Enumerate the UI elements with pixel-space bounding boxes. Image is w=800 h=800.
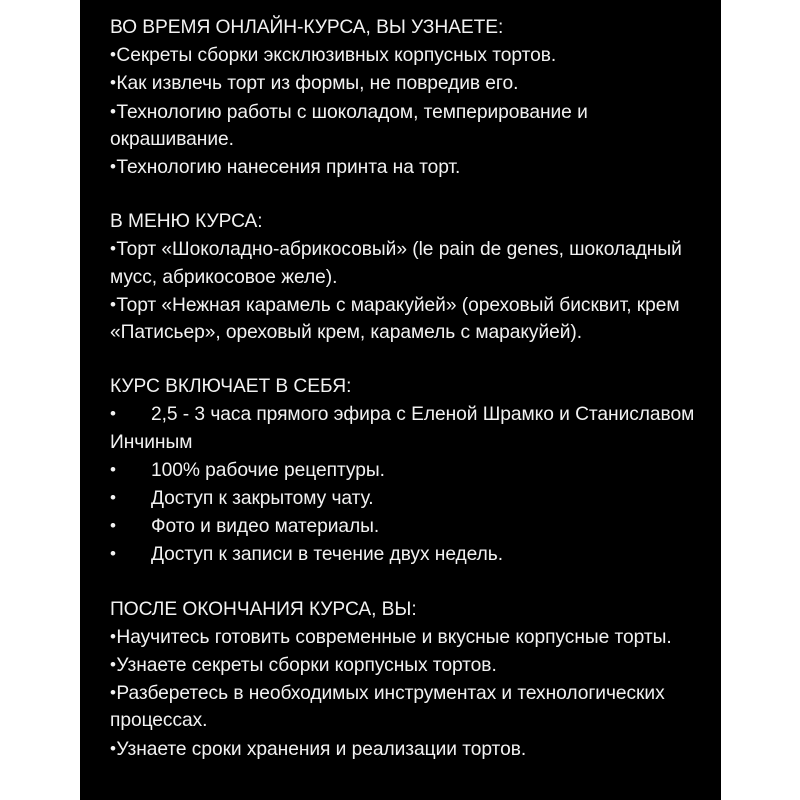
list-item: • Технологию работы с шоколадом, темперирование и окрашивание. [110,98,710,153]
list-item: • Секреты сборки эксклюзивных корпусных тортов. [110,41,710,69]
section-heading: ПОСЛЕ ОКОНЧАНИЯ КУРСА, ВЫ: [110,598,417,620]
list-item [110,540,710,568]
list-item-label: Фото и видео материалы. [151,516,380,538]
section-after-course [110,596,710,763]
list-item [110,400,710,455]
course-description-panel [80,0,721,800]
course-description-text [110,14,710,763]
list-item-label: 100% рабочие рецептуры. [151,459,385,481]
bullet-icon: • [110,516,116,536]
bullet-icon: • [110,404,116,424]
list-item [110,512,710,540]
list-item: • Торт «Шоколадно-абрикосовый» (le pain de genes, шоколадный мусс, абрикосовое желе). [110,235,710,290]
section-course-menu [110,208,710,346]
list-item: • Торт «Нежная карамель с маракуйей» (ореховый бисквит, крем «Патисьер», ореховый крем, карамель с маракуйей). [110,291,710,346]
list-item [110,456,710,484]
list-item-label: Доступ к записи в течение двух недель. [151,544,504,566]
list-item-label: 2,5 - 3 часа прямого эфира с Еленой Шрамко и Станиславом Инчиным [110,404,700,453]
section-heading: КУРС ВКЛЮЧАЕТ В СЕБЯ: [110,376,352,398]
section-during-course [110,14,710,181]
list-item [110,484,710,512]
list-item: • Узнаете секреты сборки корпусных тортов. [110,651,710,679]
list-item: • Узнаете сроки хранения и реализации тортов. [110,735,710,763]
list-item: • Научитесь готовить современные и вкусные корпусные торты. [110,623,710,651]
bullet-icon: • [110,488,116,508]
section-heading: ВО ВРЕМЯ ОНЛАЙН-КУРСА, ВЫ УЗНАЕТЕ: [110,17,504,38]
list-item-label: Доступ к закрытому чату. [151,488,374,510]
list-item: • Разберетесь в необходимых инструментах и технологических процессах. [110,679,710,734]
bullet-icon: • [110,459,116,479]
list-item: • Как извлечь торт из формы, не повредив его. [110,69,710,97]
section-course-includes [110,373,710,568]
list-item: • Технологию нанесения принта на торт. [110,153,710,181]
section-heading: В МЕНЮ КУРСА: [110,211,263,233]
bullet-icon: • [110,544,116,564]
